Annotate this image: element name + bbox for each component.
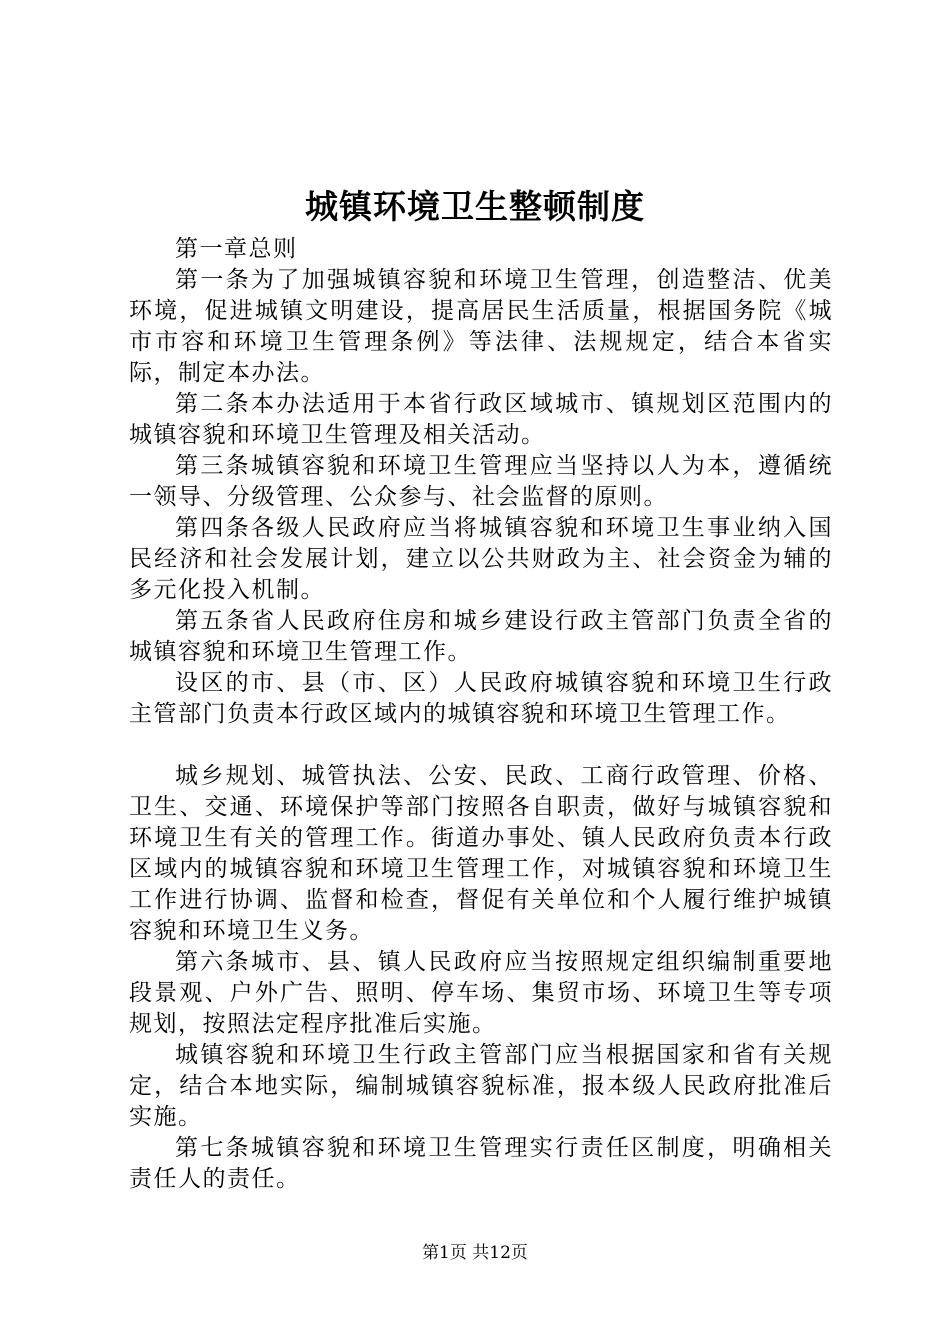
document-title: 城镇环境卫生整顿制度 bbox=[305, 187, 645, 226]
article-2-paragraph: 第二条本办法适用于本省行政区域城市、镇规划区范围内的城镇容貌和环境卫生管理及相关活动。 bbox=[129, 391, 833, 448]
article-6-paragraph: 第六条城市、县、镇人民政府应当按照规定组织编制重要地段景观、户外广告、照明、停车场、集贸市场、环境卫生等专项规划，按照法定程序批准后实施。 bbox=[129, 949, 833, 1037]
article-6-paragraph-2: 城镇容貌和环境卫生行政主管部门应当根据国家和省有关规定，结合本地实际，编制城镇容貌标准，报本级人民政府批准后实施。 bbox=[129, 1042, 833, 1130]
article-5-paragraph-3: 城乡规划、城管执法、公安、民政、工商行政管理、价格、卫生、交通、环境保护等部门按照各自职责，做好与城镇容貌和环境卫生有关的管理工作。街道办事处、镇人民政府负责本行政区域内的城镇容貌和环境卫生管理工作，对城镇容貌和环境卫生工作进行协调、监督和检查，督促有关单位和个人履行维护城镇容貌和环境卫生义务。 bbox=[129, 763, 833, 944]
page-footer: 第1页 共12页 bbox=[422, 1243, 528, 1263]
article-3-paragraph: 第三条城镇容貌和环境卫生管理应当坚持以人为本，遵循统一领导、分级管理、公众参与、社会监督的原则。 bbox=[129, 453, 833, 510]
article-7-paragraph: 第七条城镇容貌和环境卫生管理实行责任区制度，明确相关责任人的责任。 bbox=[129, 1135, 833, 1192]
article-5-paragraph: 第五条省人民政府住房和城乡建设行政主管部门负责全省的城镇容貌和环境卫生管理工作。 bbox=[129, 608, 833, 665]
article-4-paragraph: 第四条各级人民政府应当将城镇容貌和环境卫生事业纳入国民经济和社会发展计划，建立以公共财政为主、社会资金为辅的多元化投入机制。 bbox=[129, 515, 833, 603]
article-1-paragraph: 第一条为了加强城镇容貌和环境卫生管理，创造整洁、优美环境，促进城镇文明建设，提高居民生活质量，根据国务院《城市市容和环境卫生管理条例》等法律、法规规定，结合本省实际，制定本办法。 bbox=[129, 267, 833, 386]
document-body bbox=[129, 234, 833, 1195]
article-5-paragraph-2: 设区的市、县（市、区）人民政府城镇容貌和环境卫生行政主管部门负责本行政区域内的城镇容貌和环境卫生管理工作。 bbox=[129, 670, 833, 727]
chapter-heading: 第一章总则 bbox=[175, 236, 298, 262]
